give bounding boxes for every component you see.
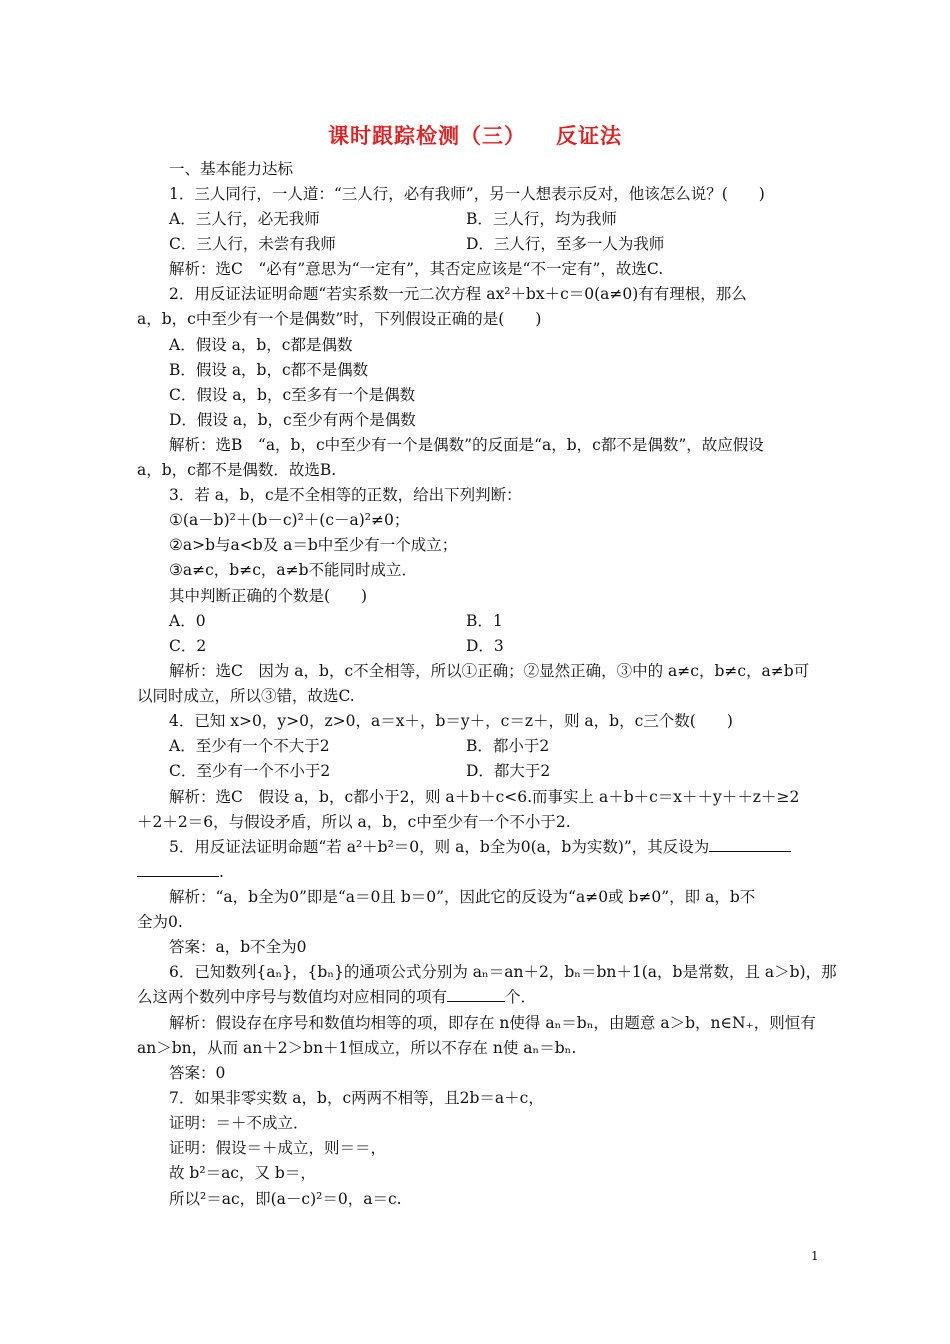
q3-option-b: B．1: [466, 612, 503, 630]
q5-answer: 答案：a，b不全为0: [169, 938, 307, 956]
q5-answer-blank: [709, 837, 791, 852]
q1-option-a: A．三人行，必无我师: [169, 210, 320, 228]
q3-option-a: A．0: [169, 612, 206, 630]
q6-answer-blank: [447, 987, 505, 1002]
q4-stem: 4．已知 x>0，y>0，z>0，a＝x＋，b＝y＋，c＝z＋，则 a，b，c三个数( ): [169, 712, 733, 730]
q7-proof-line3: 所以²＝ac，即(a－c)²＝0，a＝c.: [169, 1190, 402, 1208]
q2-option-b: B．假设 a，b，c都不是偶数: [169, 361, 369, 379]
q4-option-a: A．至少有一个不大于2: [169, 737, 330, 755]
q2-option-a: A．假设 a，b，c都是偶数: [169, 336, 353, 354]
title-main: 课时跟踪检测（三）: [328, 123, 526, 148]
q4-analysis-line1: 解析：选C 假设 a，b，c都小于2，则 a＋b＋c<6.而事实上 a＋b＋c＝x＋＋y＋＋z＋≥2: [169, 788, 800, 806]
q2-option-d: D．假设 a，b，c至少有两个是偶数: [169, 411, 416, 429]
title-sub: 反证法: [556, 123, 622, 148]
q2-stem-line2: a，b，c中至少有一个是偶数”时，下列假设正确的是( ): [137, 310, 542, 328]
q5-stem-end: .: [219, 863, 224, 881]
q7-stem: 7．如果非零实数 a，b，c两两不相等，且2b＝a＋c，: [169, 1089, 544, 1107]
q1-option-c: C．三人行，未尝有我师: [169, 235, 336, 253]
q6-stem-text: 么这两个数列中序号与数值均对应相同的项有: [137, 988, 448, 1006]
q4-option-d: D．都大于2: [466, 762, 551, 780]
q1-option-d: D．三人行，至多一人为我师: [466, 235, 665, 253]
q7-proof-line1: 证明：假设＝＋成立，则＝＝，: [169, 1139, 387, 1157]
q3-statement-3: ③a≠c，b≠c，a≠b不能同时成立．: [169, 561, 418, 579]
q4-option-b: B．都小于2: [466, 737, 550, 755]
q3-statement-2: ②a>b与a<b及 a＝b中至少有一个成立；: [169, 536, 458, 554]
q5-stem-text: 5．用反证法证明命题“若 a²＋b²＝0，则 a，b全为0(a，b为实数)”，其反设为: [169, 838, 710, 856]
q1-stem: 1．三人同行，一人道：“三人行，必有我师”，另一人想表示反对，他该怎么说？( ): [169, 185, 765, 203]
q3-question: 其中判断正确的个数是( ): [169, 587, 368, 605]
q2-stem-line1: 2．用反证法证明命题“若实系数一元二次方程 ax²＋bx＋c＝0(a≠0)有有理根，那么: [169, 285, 747, 303]
q4-option-c: C．至少有一个不小于2: [169, 762, 331, 780]
q7-proof-line2: 故 b²＝ac，又 b＝，: [169, 1164, 316, 1182]
q5-stem: [169, 837, 791, 857]
q5-analysis-line1: 解析：“a，b全为0”即是“a＝0且 b＝0”，因此它的反设为“a≠0或 b≠0”，即 a，b不: [169, 888, 756, 906]
q5-stem-continued: [137, 862, 224, 882]
q2-option-c: C．假设 a，b，c至多有一个是偶数: [169, 386, 416, 404]
q3-stem: 3．若 a，b，c是不全相等的正数，给出下列判断：: [169, 486, 522, 504]
q4-analysis-line2: ＋2＋2＝6，与假设矛盾，所以 a，b，c中至少有一个不小于2.: [137, 813, 571, 831]
q1-analysis: 解析：选C “必有”意思为“一定有”，其否定应该是“不一定有”，故选C.: [169, 260, 664, 278]
q6-analysis-line1: 解析：假设存在序号和数值均相等的项，即存在 n使得 aₙ＝bₙ，由题意 a＞b，n∈N₊，则恒有: [169, 1014, 816, 1032]
q5-analysis-line2: 全为0.: [137, 913, 183, 931]
q3-option-d: D．3: [466, 637, 504, 655]
q7-prove-statement: 证明：＝＋不成立．: [169, 1114, 309, 1132]
q3-analysis-line2: 以同时成立，所以③错，故选C.: [137, 687, 355, 705]
q6-analysis-line2: an＞bn，从而 an＋2＞bn＋1恒成立，所以不存在 n使 aₙ＝bₙ.: [137, 1039, 577, 1057]
q6-stem-line1: 6．已知数列{aₙ}，{bₙ}的通项公式分别为 aₙ＝an＋2，bₙ＝bn＋1(a，b是常数，且 a＞b)，那: [169, 963, 837, 981]
q5-answer-blank-continued: [137, 862, 219, 877]
q6-stem-end: 个．: [505, 988, 537, 1006]
q3-option-c: C．2: [169, 637, 207, 655]
q6-stem-line2: [137, 987, 536, 1007]
section-heading: 一、基本能力达标: [169, 160, 294, 178]
q2-analysis-line2: a，b，c都不是偶数．故选B.: [137, 461, 337, 479]
page-number: 1: [811, 1249, 819, 1263]
q3-analysis-line1: 解析：选C 因为 a，b，c不全相等，所以①正确；②显然正确，③中的 a≠c，b≠c，a≠b可: [169, 662, 810, 680]
q2-analysis-line1: 解析：选B “a，b，c中至少有一个是偶数”的反面是“a，b，c都不是偶数”，故应假设: [169, 436, 764, 454]
q6-answer: 答案：0: [169, 1064, 226, 1082]
page-title: [0, 120, 950, 150]
q3-statement-1: ①(a－b)²＋(b－c)²＋(c－a)²≠0；: [169, 511, 410, 529]
q1-option-b: B．三人行，均为我师: [466, 210, 617, 228]
